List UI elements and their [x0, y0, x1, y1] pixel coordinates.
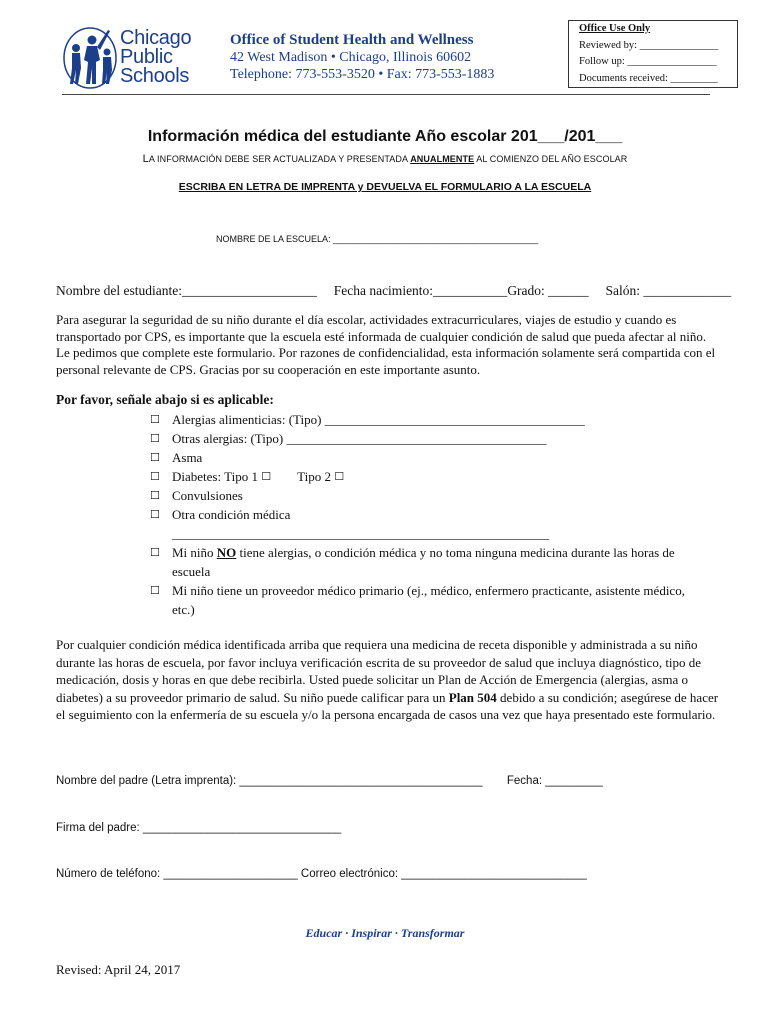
food-allergy-option[interactable]	[150, 410, 710, 429]
email-field[interactable]: Correo electrónico: _____________________________	[300, 868, 587, 880]
room-field[interactable]: Salón: _____________	[605, 283, 732, 298]
intro-paragraph: Para asegurar la seguridad de su niño durante el día escolar, actividades extracurriculares, viajes de estudio y cuando es transportado por CPS, es importante que la escuela esté informada de cualquier condición de salud que pueda afectar al niño. Le pedimos que complete este formulario. Por razones de confidencialidad, esta información solamente será compartida con el personal relevante de CPS. Gracias por su cooperación en este importante asunto.	[56, 312, 716, 377]
parent-name-field[interactable]: Nombre del padre (Letra imprenta): ______________________________________	[56, 775, 483, 787]
type1-checkbox-icon[interactable]: ☐	[261, 470, 272, 483]
motto: Educar · Inspirar · Transformar	[305, 926, 465, 940]
other-condition-label: Otra condición médica	[172, 507, 291, 522]
other-condition-line-row	[150, 524, 710, 543]
other-allergy-option[interactable]	[150, 429, 710, 448]
no-condition-option[interactable]	[150, 543, 710, 581]
type2-label: Tipo 2	[297, 469, 331, 484]
no-condition-emphasis: NO	[216, 545, 237, 560]
cps-logo	[62, 22, 202, 90]
condition-checklist	[150, 410, 710, 619]
contact-row	[56, 868, 587, 880]
type2-checkbox-icon[interactable]: ☐	[334, 470, 345, 483]
student-name-field[interactable]: Nombre del estudiante:____________________	[56, 283, 317, 298]
primary-provider-label: Mi niño tiene un proveedor médico primario (ej., médico, enfermero practicante, asistente médico, etc.)	[172, 583, 685, 617]
office-address: 42 West Madison • Chicago, Illinois 60602	[230, 50, 472, 65]
reviewed-by-field[interactable]: Reviewed by: _______________	[579, 39, 719, 51]
phone-field[interactable]: Número de teléfono: _____________________	[56, 868, 298, 880]
no-condition-label	[172, 543, 710, 581]
checkbox-icon[interactable]: ☐	[150, 508, 160, 521]
asthma-label: Asma	[172, 450, 203, 465]
school-name-field[interactable]: NOMBRE DE LA ESCUELA: _________________________________________	[216, 234, 539, 244]
subtitle-end: AL COMIENZO DEL AÑO ESCOLAR	[474, 154, 628, 164]
subtitle-emphasis: ANUALMENTE	[410, 154, 475, 164]
diabetes-label: Diabetes: Tipo 1	[172, 469, 258, 484]
checkbox-icon[interactable]: ☐	[150, 470, 160, 483]
plan-504-emphasis: Plan 504	[448, 689, 497, 705]
form-subtitle	[0, 153, 770, 165]
other-condition-option[interactable]	[150, 505, 710, 524]
subtitle-text: A INFORMACIÓN DEBE SER ACTUALIZADA Y PRESENTADA	[148, 154, 411, 164]
subtitle-initial: L	[142, 153, 149, 165]
checkbox-icon[interactable]: ☐	[150, 451, 160, 464]
parent-signature-field[interactable]: Firma del padre: _______________________________	[56, 822, 342, 834]
checkbox-icon[interactable]: ☐	[150, 432, 160, 445]
medication-text: Por cualquier condición médica identificada arriba que requiera una medicina de receta disponible y administrada a su niño durante las horas de escuela, por favor incluya verificación escrita de su proveedor de salud que incluya diagnóstico, tipo de medicación, dosis y horas en que debe recibirla. Usted puede solicitar un Plan de Acción de Emergencia (alergias, asma o diabetes) a su proveedor primario de salud. Su niño puede calificar para un	[56, 637, 702, 705]
office-use-title: Office Use Only	[579, 23, 651, 34]
primary-provider-option[interactable]	[150, 581, 710, 619]
student-info-row	[56, 283, 746, 299]
checkbox-icon[interactable]: ☐	[150, 546, 160, 559]
header-divider	[62, 94, 710, 95]
food-allergy-label: Alergias alimenticias: (Tipo) ________________________________________	[172, 412, 585, 427]
no-condition-post: tiene alergias, o condición médica y no toma ninguna medicina durante las horas de escuela	[172, 545, 675, 579]
office-address-block	[230, 32, 494, 83]
revision-date: Revised: April 24, 2017	[56, 962, 181, 977]
logo-line-1: Chicago	[120, 27, 192, 49]
seizures-label: Convulsiones	[172, 488, 243, 503]
medication-text-end: debido a su condición; asegúrese de hacer el seguimiento con la enfermería de su escuela y/o la persona encargada de casos una vez que haya presentado este formulario.	[56, 689, 719, 722]
children-silhouette-icon	[62, 22, 122, 90]
no-condition-pre: Mi niño	[172, 545, 217, 560]
checkbox-icon[interactable]: ☐	[150, 413, 160, 426]
checkbox-icon[interactable]: ☐	[150, 584, 160, 597]
seizures-option[interactable]	[150, 486, 710, 505]
medication-paragraph	[56, 636, 722, 724]
follow-up-field[interactable]: Follow up: _________________	[579, 56, 717, 67]
checkbox-icon[interactable]: ☐	[150, 489, 160, 502]
diabetes-option[interactable]	[150, 467, 710, 486]
other-condition-line[interactable]: __________________________________________________________	[172, 526, 549, 541]
asthma-option[interactable]	[150, 448, 710, 467]
print-instruction: ESCRIBA EN LETRA DE IMPRENTA y DEVUELVA EL FORMULARIO A LA ESCUELA	[178, 181, 592, 193]
office-use-box	[568, 20, 738, 88]
logo-line-2: Public	[120, 46, 173, 68]
checklist-title: Por favor, señale abajo si es aplicable:	[56, 392, 274, 407]
form-title: Información médica del estudiante Año escolar 201___/201___	[147, 128, 623, 145]
office-name: Office of Student Health and Wellness	[230, 32, 474, 48]
parent-name-row	[56, 775, 603, 787]
other-allergy-label: Otras alergias: (Tipo) ________________________________________	[172, 431, 547, 446]
documents-received-field[interactable]: Documents received: _________	[579, 72, 718, 84]
office-contact: Telephone: 773-553-3520 • Fax: 773-553-1883	[230, 67, 495, 82]
birth-date-field[interactable]: Fecha nacimiento:___________	[333, 283, 508, 298]
logo-line-3: Schools	[120, 65, 190, 87]
grade-field[interactable]: Grado: ______	[507, 283, 589, 298]
date-field[interactable]: Fecha: _________	[506, 775, 603, 787]
